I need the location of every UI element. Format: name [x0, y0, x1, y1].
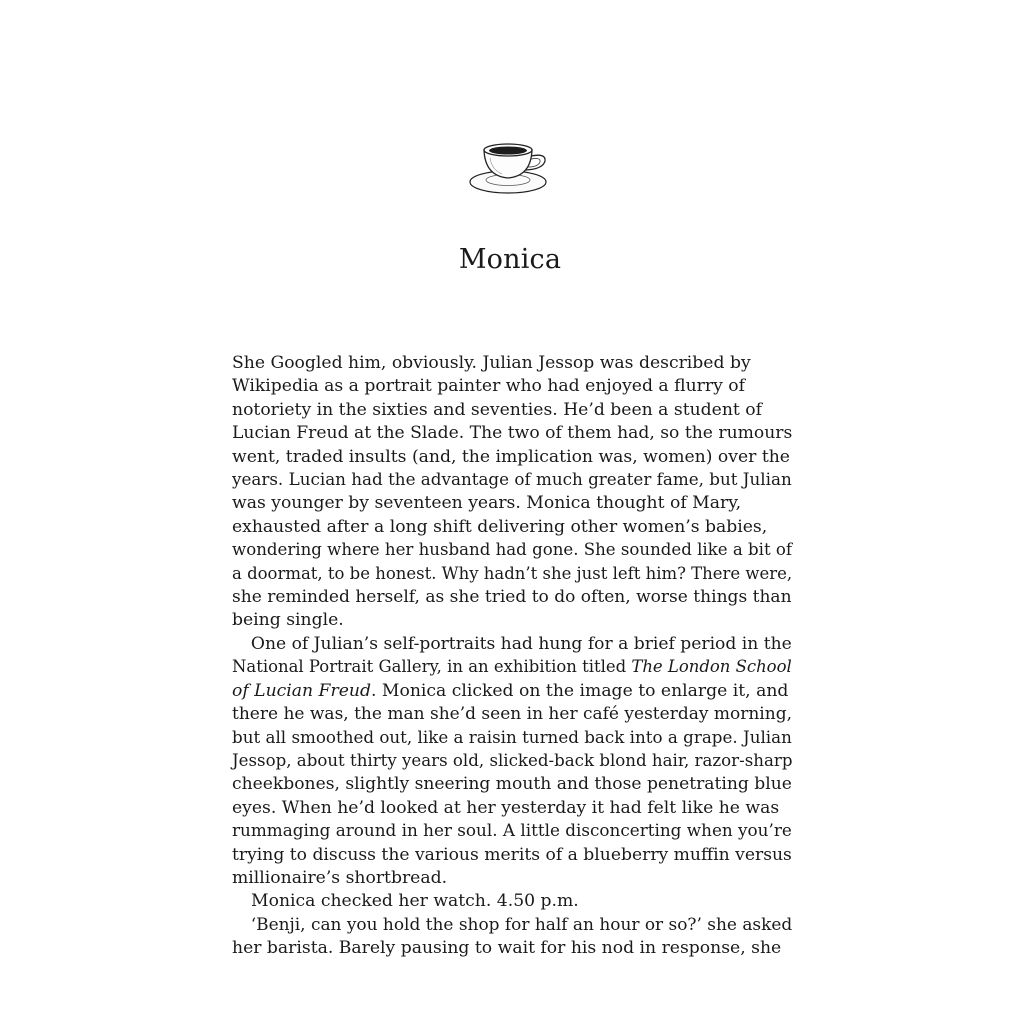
text-line: Jessop, about thirty years old, slicked-back blond hair, razor-sharp — [232, 750, 793, 771]
body-text — [232, 352, 792, 961]
text-line: wondering where her husband had gone. She sounded like a bit of — [232, 540, 793, 561]
text-line: notoriety in the sixties and seventies. He’d been a student of — [232, 399, 762, 420]
text-line: but all smoothed out, like a raisin turned back into a grape. Julian — [232, 727, 792, 748]
text-line — [232, 656, 792, 679]
text-segment: National Portrait Gallery, in an exhibition titled — [232, 657, 632, 678]
text-line: Wikipedia as a portrait painter who had enjoyed a flurry of — [232, 376, 745, 397]
text-line: a doormat, to be honest. Why hadn’t she just left him? There were, — [232, 563, 793, 584]
text-line: Lucian Freud at the Slade. The two of them had, so the rumours — [232, 423, 793, 444]
text-line: Monica checked her watch. 4.50 p.m. — [251, 891, 579, 912]
text-line: years. Lucian had the advantage of much greater fame, but Julian — [232, 470, 792, 491]
text-line — [232, 680, 792, 703]
text-line: millionaire’s shortbread. — [232, 867, 448, 888]
text-line: She Googled him, obviously. Julian Jessop was described by — [232, 353, 751, 373]
text-line: ‘Benji, can you hold the shop for half an hour or so?’ she asked — [250, 914, 793, 935]
text-segment: . Monica clicked on the image to enlarge it, and — [370, 680, 789, 701]
text-line: there he was, the man she’d seen in her café yesterday morning, — [232, 704, 793, 725]
text-line: cheekbones, slightly sneering mouth and those penetrating blue — [232, 774, 792, 795]
text-line: being single. — [232, 610, 344, 631]
text-line: eyes. When he’d looked at her yesterday it had felt like he was — [232, 797, 780, 818]
chapter-title: Monica — [458, 244, 562, 275]
text-line: went, traded insults (and, the implication was, women) over the — [232, 446, 790, 467]
coffee-cup-icon — [468, 140, 552, 200]
italic-title: of Lucian Freud — [232, 680, 371, 701]
text-line: her barista. Barely pausing to wait for his nod in response, she — [232, 938, 782, 959]
italic-title: The London School — [631, 657, 792, 678]
text-line: exhausted after a long shift delivering other women’s babies, — [232, 516, 768, 537]
text-line: was younger by seventeen years. Monica thought of Mary, — [232, 493, 742, 514]
text-line: One of Julian’s self-portraits had hung for a brief period in the — [250, 633, 792, 654]
text-line: rummaging around in her soul. A little disconcerting when you’re — [232, 821, 792, 842]
text-line: trying to discuss the various merits of a blueberry muffin versus — [232, 844, 792, 865]
text-line: she reminded herself, as she tried to do often, worse things than — [232, 587, 792, 608]
